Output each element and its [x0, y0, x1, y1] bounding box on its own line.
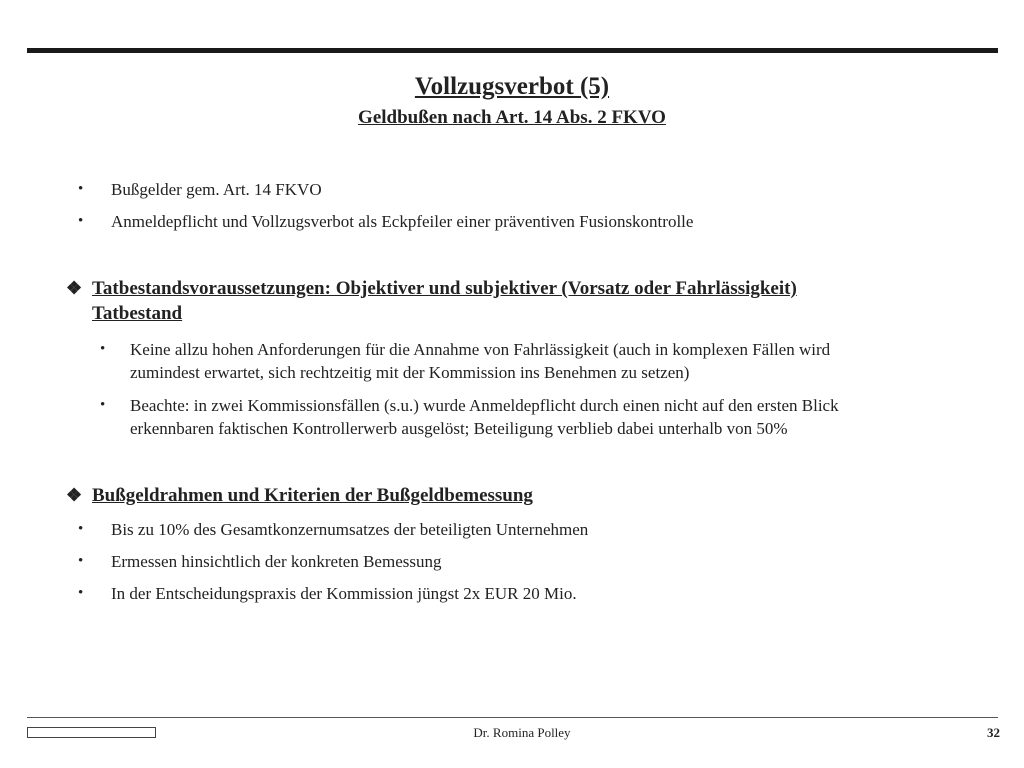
slide-subtitle: Geldbußen nach Art. 14 Abs. 2 FKVO — [358, 107, 666, 128]
intro-bullet-text: Bußgelder gem. Art. 14 FKVO — [111, 180, 322, 199]
bullet-line: erkennbaren faktischen Kontrollerwerb ausgelöst; Beteiligung verblieb dabei unterhalb von 50% — [130, 419, 788, 438]
section-heading-tatbestand — [66, 276, 966, 302]
bullet-icon: • — [78, 585, 84, 601]
bullet-line: Keine allzu hohen Anforderungen für die Annahme von Fahrlässigkeit (auch in komplexen Fällen wird — [130, 340, 831, 359]
section-heading-bussgeldrahmen — [66, 483, 966, 509]
diamond-bullet-icon: ❖ — [66, 278, 83, 298]
bullet-text: Bis zu 10% des Gesamtkonzernumsatzes der beteiligten Unternehmen — [111, 520, 589, 539]
slide-title: Vollzugsverbot (5) — [414, 73, 610, 100]
bullet-line: Beachte: in zwei Kommissionsfällen (s.u.) wurde Anmeldepflicht durch einen nicht auf den ersten Blick — [130, 396, 839, 415]
section-heading-tatbestand-cont — [66, 301, 966, 327]
section-heading-text: Tatbestand — [92, 303, 183, 324]
bullet-icon: • — [78, 553, 84, 569]
intro-bullet-1 — [78, 178, 978, 202]
bullet-icon: • — [78, 213, 84, 229]
bullet-text: In der Entscheidungspraxis der Kommission jüngst 2x EUR 20 Mio. — [111, 584, 577, 603]
section2-bullet-1 — [78, 518, 978, 542]
section-heading-text: Tatbestandsvoraussetzungen: Objektiver und subjektiver (Vorsatz oder Fahrlässigkeit) — [92, 278, 797, 299]
section1-bullet-1 — [100, 338, 980, 386]
top-rule — [27, 48, 998, 53]
bullet-icon: • — [100, 341, 106, 357]
bottom-rule — [27, 717, 998, 718]
bullet-line: zumindest erwartet, sich rechtzeitig mit der Kommission ins Benehmen zu setzen) — [130, 363, 690, 382]
section2-bullet-3 — [78, 582, 978, 606]
footer-author: Dr. Romina Polley — [473, 725, 571, 740]
bullet-text: Ermessen hinsichtlich der konkreten Bemessung — [111, 552, 442, 571]
bullet-icon: • — [78, 181, 84, 197]
section2-bullet-2 — [78, 550, 978, 574]
bullet-icon: • — [100, 397, 106, 413]
diamond-bullet-icon: ❖ — [66, 485, 83, 505]
section1-bullet-2 — [100, 394, 980, 442]
intro-bullet-2 — [78, 210, 978, 234]
bullet-icon: • — [78, 521, 84, 537]
intro-bullet-text: Anmeldepflicht und Vollzugsverbot als Eckpfeiler einer präventiven Fusionskontrolle — [111, 212, 694, 231]
section-heading-text: Bußgeldrahmen und Kriterien der Bußgeldbemessung — [92, 485, 533, 506]
page-number: 32 — [987, 725, 1000, 740]
